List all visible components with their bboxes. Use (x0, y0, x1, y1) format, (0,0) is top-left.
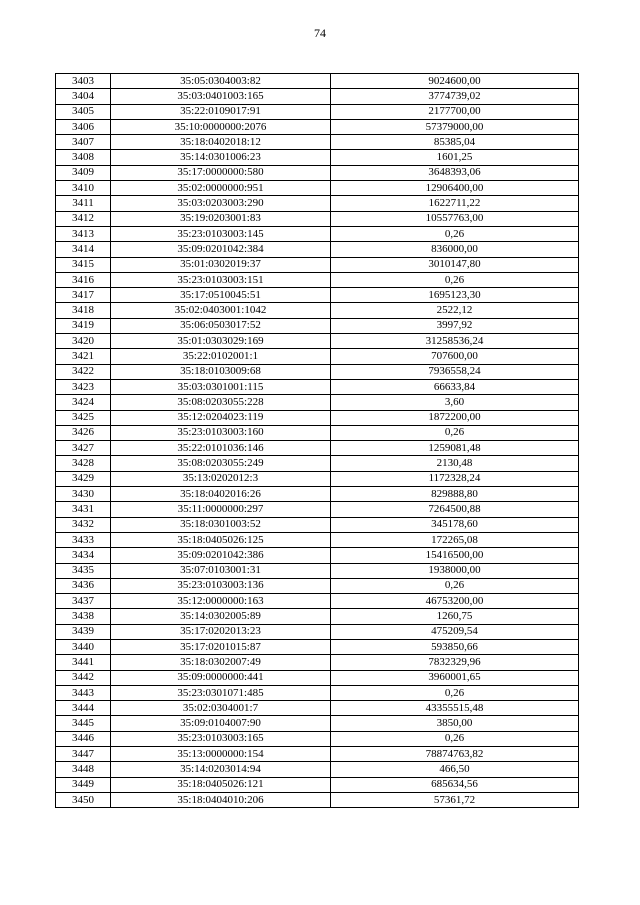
cadastral-number-cell: 35:23:0103003:165 (111, 731, 331, 746)
table-row (56, 242, 579, 257)
table-row (56, 441, 579, 456)
value-cell: 31258536,24 (331, 334, 579, 349)
value-cell: 10557763,00 (331, 211, 579, 226)
row-number-cell: 3419 (56, 318, 111, 333)
row-number-cell: 3438 (56, 609, 111, 624)
table-row (56, 334, 579, 349)
table-row (56, 777, 579, 792)
cadastral-number-cell: 35:09:0201042:384 (111, 242, 331, 257)
cadastral-number-cell: 35:22:0101036:146 (111, 441, 331, 456)
row-number-cell: 3448 (56, 762, 111, 777)
row-number-cell: 3415 (56, 257, 111, 272)
row-number-cell: 3428 (56, 456, 111, 471)
row-number-cell: 3442 (56, 670, 111, 685)
row-number-cell: 3447 (56, 747, 111, 762)
cadastral-number-cell: 35:23:0103003:145 (111, 226, 331, 241)
row-number-cell: 3411 (56, 196, 111, 211)
cadastral-number-cell: 35:18:0402018:12 (111, 135, 331, 150)
cadastral-number-cell: 35:01:0302019:37 (111, 257, 331, 272)
value-cell: 0,26 (331, 685, 579, 700)
table-row (56, 349, 579, 364)
row-number-cell: 3439 (56, 624, 111, 639)
row-number-cell: 3410 (56, 181, 111, 196)
value-cell: 836000,00 (331, 242, 579, 257)
cadastral-number-cell: 35:09:0000000:441 (111, 670, 331, 685)
row-number-cell: 3423 (56, 379, 111, 394)
value-cell: 7832329,96 (331, 655, 579, 670)
cadastral-number-cell: 35:02:0403001:1042 (111, 303, 331, 318)
value-cell: 829888,80 (331, 487, 579, 502)
cadastral-number-cell: 35:03:0401003:165 (111, 89, 331, 104)
table-row (56, 639, 579, 654)
row-number-cell: 3403 (56, 74, 111, 89)
row-number-cell: 3409 (56, 165, 111, 180)
cadastral-number-cell: 35:06:0503017:52 (111, 318, 331, 333)
row-number-cell: 3404 (56, 89, 111, 104)
table-row (56, 135, 579, 150)
table-row (56, 747, 579, 762)
row-number-cell: 3441 (56, 655, 111, 670)
cadastral-number-cell: 35:17:0201015:87 (111, 639, 331, 654)
table-row (56, 670, 579, 685)
row-number-cell: 3408 (56, 150, 111, 165)
table-row (56, 272, 579, 287)
table-row (56, 762, 579, 777)
table-row (56, 456, 579, 471)
table-row (56, 379, 579, 394)
cadastral-number-cell: 35:14:0302005:89 (111, 609, 331, 624)
value-cell: 1938000,00 (331, 563, 579, 578)
table-row (56, 395, 579, 410)
row-number-cell: 3436 (56, 578, 111, 593)
cadastral-number-cell: 35:03:0301001:115 (111, 379, 331, 394)
value-cell: 0,26 (331, 226, 579, 241)
value-cell: 7936558,24 (331, 364, 579, 379)
table-row (56, 165, 579, 180)
row-number-cell: 3426 (56, 425, 111, 440)
value-cell: 43355515,48 (331, 701, 579, 716)
cadastral-number-cell: 35:18:0405026:121 (111, 777, 331, 792)
cadastral-number-cell: 35:02:0000000:951 (111, 181, 331, 196)
value-cell: 78874763,82 (331, 747, 579, 762)
cadastral-number-cell: 35:17:0000000:580 (111, 165, 331, 180)
table-row (56, 502, 579, 517)
table-row (56, 609, 579, 624)
cadastral-number-cell: 35:23:0103003:136 (111, 578, 331, 593)
table-row (56, 425, 579, 440)
row-number-cell: 3450 (56, 792, 111, 807)
cadastral-number-cell: 35:12:0204023:119 (111, 410, 331, 425)
value-cell: 3,60 (331, 395, 579, 410)
value-cell: 1622711,22 (331, 196, 579, 211)
table-row (56, 701, 579, 716)
row-number-cell: 3417 (56, 288, 111, 303)
table-row (56, 119, 579, 134)
value-cell: 57361,72 (331, 792, 579, 807)
row-number-cell: 3435 (56, 563, 111, 578)
table-row (56, 89, 579, 104)
row-number-cell: 3440 (56, 639, 111, 654)
value-cell: 3010147,80 (331, 257, 579, 272)
value-cell: 66633,84 (331, 379, 579, 394)
table-row (56, 716, 579, 731)
page-number: 74 (314, 26, 326, 40)
cadastral-number-cell: 35:05:0304003:82 (111, 74, 331, 89)
row-number-cell: 3433 (56, 532, 111, 547)
value-cell: 2130,48 (331, 456, 579, 471)
table-row (56, 226, 579, 241)
value-cell: 7264500,88 (331, 502, 579, 517)
table-row (56, 532, 579, 547)
row-number-cell: 3434 (56, 548, 111, 563)
table-row (56, 74, 579, 89)
cadastral-number-cell: 35:10:0000000:2076 (111, 119, 331, 134)
row-number-cell: 3446 (56, 731, 111, 746)
value-cell: 685634,56 (331, 777, 579, 792)
row-number-cell: 3405 (56, 104, 111, 119)
value-cell: 0,26 (331, 578, 579, 593)
row-number-cell: 3425 (56, 410, 111, 425)
cadastral-number-cell: 35:11:0000000:297 (111, 502, 331, 517)
cadastral-number-cell: 35:22:0109017:91 (111, 104, 331, 119)
cadastral-number-cell: 35:13:0000000:154 (111, 747, 331, 762)
cadastral-number-cell: 35:23:0103003:160 (111, 425, 331, 440)
cadastral-number-cell: 35:18:0402016:26 (111, 487, 331, 502)
value-cell: 9024600,00 (331, 74, 579, 89)
cadastral-number-cell: 35:02:0304001:7 (111, 701, 331, 716)
value-cell: 15416500,00 (331, 548, 579, 563)
table-row (56, 624, 579, 639)
value-cell: 475209,54 (331, 624, 579, 639)
row-number-cell: 3422 (56, 364, 111, 379)
registry-table-body (56, 74, 579, 808)
value-cell: 12906400,00 (331, 181, 579, 196)
value-cell: 1172328,24 (331, 471, 579, 486)
cadastral-number-cell: 35:09:0104007:90 (111, 716, 331, 731)
cadastral-number-cell: 35:22:0102001:1 (111, 349, 331, 364)
value-cell: 345178,60 (331, 517, 579, 532)
value-cell: 85385,04 (331, 135, 579, 150)
cadastral-number-cell: 35:01:0303029:169 (111, 334, 331, 349)
value-cell: 0,26 (331, 272, 579, 287)
row-number-cell: 3406 (56, 119, 111, 134)
table-row (56, 150, 579, 165)
value-cell: 2177700,00 (331, 104, 579, 119)
table-row (56, 487, 579, 502)
cadastral-number-cell: 35:12:0000000:163 (111, 594, 331, 609)
value-cell: 3648393,06 (331, 165, 579, 180)
cadastral-number-cell: 35:03:0203003:290 (111, 196, 331, 211)
table-row (56, 517, 579, 532)
table-row (56, 594, 579, 609)
value-cell: 3850,00 (331, 716, 579, 731)
row-number-cell: 3416 (56, 272, 111, 287)
value-cell: 466,50 (331, 762, 579, 777)
row-number-cell: 3418 (56, 303, 111, 318)
value-cell: 707600,00 (331, 349, 579, 364)
value-cell: 172265,08 (331, 532, 579, 547)
table-row (56, 288, 579, 303)
row-number-cell: 3413 (56, 226, 111, 241)
table-row (56, 731, 579, 746)
cadastral-number-cell: 35:08:0203055:228 (111, 395, 331, 410)
row-number-cell: 3429 (56, 471, 111, 486)
table-row (56, 578, 579, 593)
cadastral-number-cell: 35:14:0301006:23 (111, 150, 331, 165)
cadastral-number-cell: 35:17:0202013:23 (111, 624, 331, 639)
cadastral-number-cell: 35:18:0301003:52 (111, 517, 331, 532)
registry-table (55, 73, 579, 808)
table-row (56, 548, 579, 563)
table-row (56, 211, 579, 226)
value-cell: 2522,12 (331, 303, 579, 318)
table-row (56, 655, 579, 670)
value-cell: 3997,92 (331, 318, 579, 333)
table-row (56, 685, 579, 700)
row-number-cell: 3407 (56, 135, 111, 150)
table-row (56, 471, 579, 486)
cadastral-number-cell: 35:08:0203055:249 (111, 456, 331, 471)
row-number-cell: 3421 (56, 349, 111, 364)
row-number-cell: 3449 (56, 777, 111, 792)
cadastral-number-cell: 35:19:0203001:83 (111, 211, 331, 226)
row-number-cell: 3437 (56, 594, 111, 609)
value-cell: 3960001,65 (331, 670, 579, 685)
row-number-cell: 3414 (56, 242, 111, 257)
row-number-cell: 3412 (56, 211, 111, 226)
row-number-cell: 3427 (56, 441, 111, 456)
cadastral-number-cell: 35:18:0103009:68 (111, 364, 331, 379)
value-cell: 1259081,48 (331, 441, 579, 456)
cadastral-number-cell: 35:09:0201042:386 (111, 548, 331, 563)
row-number-cell: 3420 (56, 334, 111, 349)
table-row (56, 792, 579, 807)
cadastral-number-cell: 35:18:0405026:125 (111, 532, 331, 547)
value-cell: 46753200,00 (331, 594, 579, 609)
row-number-cell: 3444 (56, 701, 111, 716)
value-cell: 1260,75 (331, 609, 579, 624)
row-number-cell: 3443 (56, 685, 111, 700)
value-cell: 1872200,00 (331, 410, 579, 425)
cadastral-number-cell: 35:17:0510045:51 (111, 288, 331, 303)
row-number-cell: 3445 (56, 716, 111, 731)
row-number-cell: 3431 (56, 502, 111, 517)
table-row (56, 303, 579, 318)
table-row (56, 563, 579, 578)
row-number-cell: 3424 (56, 395, 111, 410)
table-row (56, 196, 579, 211)
value-cell: 1601,25 (331, 150, 579, 165)
table-row (56, 257, 579, 272)
cadastral-number-cell: 35:07:0103001:31 (111, 563, 331, 578)
value-cell: 0,26 (331, 731, 579, 746)
value-cell: 0,26 (331, 425, 579, 440)
table-row (56, 181, 579, 196)
value-cell: 593850,66 (331, 639, 579, 654)
row-number-cell: 3432 (56, 517, 111, 532)
table-row (56, 410, 579, 425)
table-row (56, 364, 579, 379)
value-cell: 57379000,00 (331, 119, 579, 134)
cadastral-number-cell: 35:18:0302007:49 (111, 655, 331, 670)
value-cell: 3774739,02 (331, 89, 579, 104)
value-cell: 1695123,30 (331, 288, 579, 303)
table-row (56, 318, 579, 333)
cadastral-number-cell: 35:23:0103003:151 (111, 272, 331, 287)
table-row (56, 104, 579, 119)
row-number-cell: 3430 (56, 487, 111, 502)
cadastral-number-cell: 35:14:0203014:94 (111, 762, 331, 777)
cadastral-number-cell: 35:23:0301071:485 (111, 685, 331, 700)
cadastral-number-cell: 35:18:0404010:206 (111, 792, 331, 807)
cadastral-number-cell: 35:13:0202012:3 (111, 471, 331, 486)
